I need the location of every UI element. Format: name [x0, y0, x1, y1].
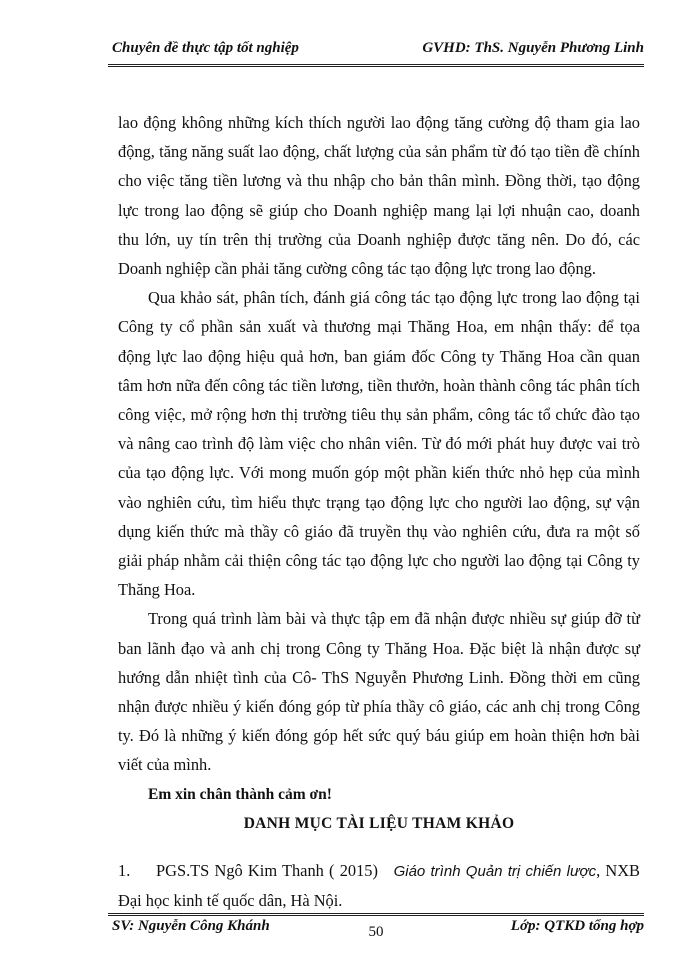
page-body: [118, 108, 640, 915]
reference-item: [118, 856, 640, 915]
footer-student: SV: Nguyễn Công Khánh: [112, 918, 270, 934]
header-advisor: GVHD: ThS. Nguyễn Phương Linh: [422, 40, 644, 56]
page-number: 50: [368, 924, 384, 940]
paragraph-3: Trong quá trình làm bài và thực tập em đã nhận được nhiều sự giúp đỡ từ ban lãnh đạo và anh chị trong Công ty Thăng Hoa. Đặc biệt là nhận được sự hướng dẫn nhiệt tình của Cô- ThS Nguyễn Phương Linh. Đồng thời em cũng nhận được nhiều ý kiến đóng góp từ phía thầy cô giáo, các anh chị trong Công ty. Đó là những ý kiến đóng góp hết sức quý báu giúp em hoàn thiện hơn bài viết của mình.: [118, 609, 640, 775]
paragraph-2: Qua khảo sát, phân tích, đánh giá công tác tạo động lực trong lao động tại Công ty cổ phần sản xuất và thương mại Thăng Hoa, em nhận thấy: để tọa động lực lao động hiệu quả hơn, ban giám đốc Công ty Thăng Hoa cần quan tâm hơn nữa đến công tác tiền lương, tiền thưởn, hoàn thành công tác phân tích công việc, mở rộng hơn thị trường tiêu thụ sản phẩm, công tác tổ chức đào tạo và nâng cao trình độ làm việc cho nhân viên. Từ đó mới phát huy được vai trò của tạo động lực. Với mong muốn góp một phần kiến thức nhỏ hẹp của mình vào nghiên cứu, tìm hiểu thực trạng tạo động lực cho người lao động, sự vận dụng kiến thức mà thầy cô giáo đã truyền thụ vào nghiên cứu, đưa ra một số giải pháp nhằm cải thiện công tác tạo động lực cho người lao động tại Công ty Thăng Hoa.: [118, 288, 640, 600]
footer-class: Lớp: QTKD tổng hợp: [510, 918, 644, 934]
reference-title: Giáo trình Quản trị chiến lược: [393, 862, 597, 880]
reference-publisher: , NXB Đại học kinh tế quốc dân, Hà Nội.: [118, 860, 640, 910]
references-title: DANH MỤC TÀI LIỆU THAM KHẢO: [243, 814, 515, 832]
page-footer: [108, 918, 644, 940]
page-header: [108, 40, 644, 62]
reference-number: 1.: [118, 860, 131, 880]
header-rule: [108, 64, 644, 69]
header-course-title: Chuyên đề thực tập tốt nghiệp: [112, 40, 299, 56]
reference-author: PGS.TS Ngô Kim Thanh ( 2015): [156, 860, 378, 880]
closing-thanks: Em xin chân thành cảm ơn!: [148, 785, 332, 803]
paragraph-1: lao động không những kích thích người lao động tăng cường độ tham gia lao động, tăng năng suất lao động, chất lượng của sản phẩm từ đó tạo tiền đề chính cho việc tăng tiền lương và thu nhập cho bản thân mình. Đồng thời, tạo động lực trong lao động sẽ giúp cho Doanh nghiệp mang lại lợi nhuận cao, doanh thu lớn, uy tín trên thị trường của Doanh nghiệp được tăng nên. Do đó, các Doanh nghiệp cần phải tăng cường công tác tạo động lực trong lao động.: [118, 113, 640, 279]
